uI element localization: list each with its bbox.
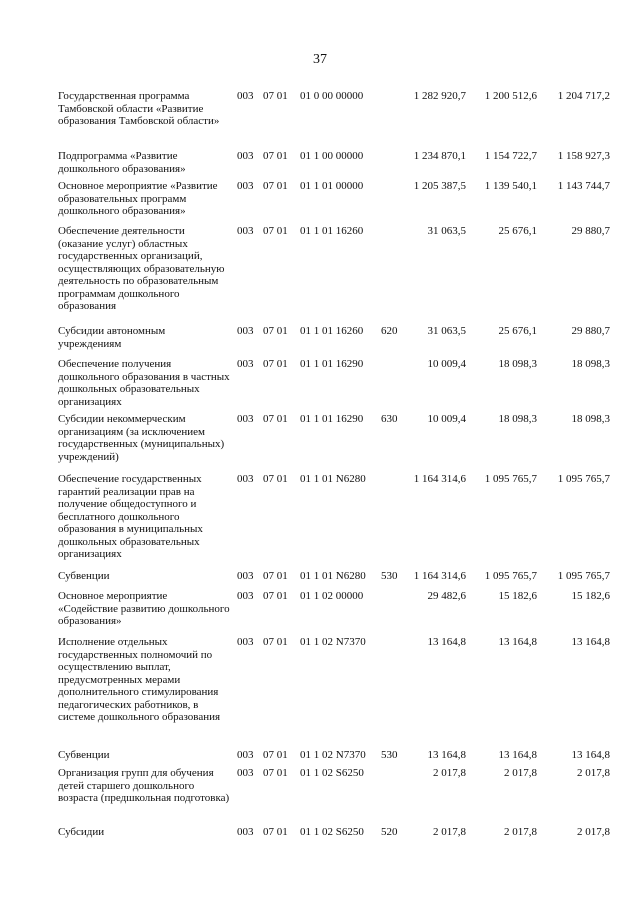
- row-amount-year-2: 18 098,3: [498, 413, 537, 425]
- row-target-article-code: 01 1 01 N6280: [300, 570, 366, 582]
- row-amount-year-3: 1 204 717,2: [557, 90, 610, 102]
- row-amount-year-2: 25 676,1: [498, 225, 537, 237]
- row-amount-year-2: 13 164,8: [498, 636, 537, 648]
- table-row: [0, 767, 640, 826]
- row-amount-year-3: 15 182,6: [571, 590, 610, 602]
- row-name: Государственная программа Тамбовской области «Развитие образования Тамбовской области»: [58, 90, 220, 127]
- row-amount-year-3: 1 095 765,7: [557, 570, 610, 582]
- row-target-article-code: 01 1 01 16290: [300, 358, 364, 370]
- row-section-code: 07 01: [263, 150, 288, 162]
- row-expense-type-code: 620: [381, 325, 398, 337]
- row-section-code: 07 01: [263, 225, 288, 237]
- table-row: [0, 358, 640, 413]
- row-department-code: 003: [237, 570, 254, 582]
- table-row: [0, 570, 640, 590]
- row-expense-type-code: 530: [381, 749, 398, 761]
- row-department-code: 003: [237, 749, 254, 761]
- row-name: Субсидии автономным учреждениям: [58, 325, 166, 350]
- row-expense-type-code: 630: [381, 413, 398, 425]
- row-name: Обеспечение государственных гарантий реализации прав на получение общедоступного и бесплатного дошкольного образования в муниципальных дошкольных образовательных организациях: [58, 473, 203, 560]
- row-section-code: 07 01: [263, 358, 288, 370]
- row-department-code: 003: [237, 473, 254, 485]
- row-amount-year-1: 1 164 314,6: [413, 570, 466, 582]
- row-name: Субвенции: [58, 749, 110, 761]
- row-amount-year-1: 1 164 314,6: [413, 473, 466, 485]
- row-department-code: 003: [237, 358, 254, 370]
- table-row: [0, 826, 640, 846]
- row-department-code: 003: [237, 180, 254, 192]
- row-amount-year-2: 1 095 765,7: [484, 473, 537, 485]
- row-amount-year-2: 1 200 512,6: [484, 90, 537, 102]
- row-section-code: 07 01: [263, 749, 288, 761]
- table-row: [0, 413, 640, 473]
- row-section-code: 07 01: [263, 636, 288, 648]
- row-name: Основное мероприятие «Развитие образовательных программ дошкольного образования»: [58, 180, 218, 217]
- table-row: [0, 90, 640, 150]
- row-name: Обеспечение получения дошкольного образования в частных дошкольных образовательных организациях: [58, 358, 230, 408]
- row-section-code: 07 01: [263, 570, 288, 582]
- row-department-code: 003: [237, 636, 254, 648]
- row-amount-year-2: 13 164,8: [498, 749, 537, 761]
- row-section-code: 07 01: [263, 180, 288, 192]
- row-department-code: 003: [237, 767, 254, 779]
- row-expense-type-code: 530: [381, 570, 398, 582]
- row-amount-year-1: 10 009,4: [427, 358, 466, 370]
- row-amount-year-3: 13 164,8: [571, 636, 610, 648]
- row-amount-year-3: 2 017,8: [577, 767, 610, 779]
- table-row: [0, 150, 640, 180]
- row-amount-year-3: 13 164,8: [571, 749, 610, 761]
- row-target-article-code: 01 1 02 S6250: [300, 767, 364, 779]
- row-department-code: 003: [237, 150, 254, 162]
- row-department-code: 003: [237, 90, 254, 102]
- row-target-article-code: 01 1 02 S6250: [300, 826, 364, 838]
- row-section-code: 07 01: [263, 473, 288, 485]
- row-amount-year-3: 1 095 765,7: [557, 473, 610, 485]
- row-department-code: 003: [237, 590, 254, 602]
- row-name: Исполнение отдельных государственных полномочий по осуществлению выплат, предусмотренных мерами дополнительного стимулирования педагогических работников, в системе дошкольного образования: [58, 636, 221, 723]
- row-amount-year-2: 1 139 540,1: [484, 180, 537, 192]
- row-department-code: 003: [237, 413, 254, 425]
- row-amount-year-1: 10 009,4: [427, 413, 466, 425]
- row-target-article-code: 01 1 01 00000: [300, 180, 364, 192]
- row-amount-year-2: 18 098,3: [498, 358, 537, 370]
- row-target-article-code: 01 1 00 00000: [300, 150, 364, 162]
- row-amount-year-1: 31 063,5: [427, 325, 466, 337]
- row-target-article-code: 01 1 02 N7370: [300, 636, 366, 648]
- table-row: [0, 590, 640, 636]
- row-amount-year-1: 13 164,8: [427, 749, 466, 761]
- table-row: [0, 225, 640, 325]
- row-section-code: 07 01: [263, 590, 288, 602]
- row-target-article-code: 01 0 00 00000: [300, 90, 364, 102]
- row-expense-type-code: 520: [381, 826, 398, 838]
- row-target-article-code: 01 1 02 N7370: [300, 749, 366, 761]
- row-name: Субвенции: [58, 570, 110, 582]
- row-amount-year-3: 29 880,7: [571, 225, 610, 237]
- row-department-code: 003: [237, 826, 254, 838]
- row-target-article-code: 01 1 02 00000: [300, 590, 364, 602]
- row-target-article-code: 01 1 01 16260: [300, 325, 364, 337]
- row-section-code: 07 01: [263, 413, 288, 425]
- row-amount-year-1: 29 482,6: [427, 590, 466, 602]
- row-target-article-code: 01 1 01 N6280: [300, 473, 366, 485]
- row-target-article-code: 01 1 01 16290: [300, 413, 364, 425]
- row-name: Субсидии некоммерческим организациям (за исключением государственных (муниципальных) учреждений): [58, 413, 225, 463]
- row-amount-year-1: 13 164,8: [427, 636, 466, 648]
- row-section-code: 07 01: [263, 826, 288, 838]
- row-name: Организация групп для обучения детей старшего дошкольного возраста (предшкольная подготовка): [58, 767, 230, 804]
- row-amount-year-3: 2 017,8: [577, 826, 610, 838]
- table-row: [0, 180, 640, 225]
- row-amount-year-3: 18 098,3: [571, 413, 610, 425]
- row-amount-year-1: 31 063,5: [427, 225, 466, 237]
- row-amount-year-3: 1 158 927,3: [557, 150, 610, 162]
- row-amount-year-2: 15 182,6: [498, 590, 537, 602]
- row-section-code: 07 01: [263, 767, 288, 779]
- row-department-code: 003: [237, 225, 254, 237]
- row-section-code: 07 01: [263, 325, 288, 337]
- budget-table: [0, 90, 640, 846]
- row-amount-year-1: 2 017,8: [433, 826, 466, 838]
- table-row: [0, 325, 640, 358]
- row-amount-year-2: 25 676,1: [498, 325, 537, 337]
- page-number: 37: [313, 52, 327, 67]
- row-amount-year-1: 1 282 920,7: [413, 90, 466, 102]
- row-amount-year-1: 2 017,8: [433, 767, 466, 779]
- row-amount-year-3: 1 143 744,7: [557, 180, 610, 192]
- row-amount-year-3: 29 880,7: [571, 325, 610, 337]
- row-name: Обеспечение деятельности (оказание услуг) областных государственных организаций, осуществляющих образовательную деятельность по образовательным программам дошкольного образования: [58, 225, 225, 312]
- row-amount-year-2: 1 095 765,7: [484, 570, 537, 582]
- row-name: Субсидии: [58, 826, 105, 838]
- row-name: Основное мероприятие «Содействие развитию дошкольного образования»: [58, 590, 230, 627]
- table-row: [0, 636, 640, 749]
- row-section-code: 07 01: [263, 90, 288, 102]
- row-amount-year-2: 2 017,8: [504, 826, 537, 838]
- row-amount-year-1: 1 234 870,1: [413, 150, 466, 162]
- row-amount-year-2: 2 017,8: [504, 767, 537, 779]
- row-amount-year-2: 1 154 722,7: [484, 150, 537, 162]
- row-name: Подпрограмма «Развитие дошкольного образования»: [58, 150, 186, 175]
- row-target-article-code: 01 1 01 16260: [300, 225, 364, 237]
- row-amount-year-3: 18 098,3: [571, 358, 610, 370]
- table-row: [0, 473, 640, 570]
- row-department-code: 003: [237, 325, 254, 337]
- table-row: [0, 749, 640, 767]
- row-amount-year-1: 1 205 387,5: [413, 180, 466, 192]
